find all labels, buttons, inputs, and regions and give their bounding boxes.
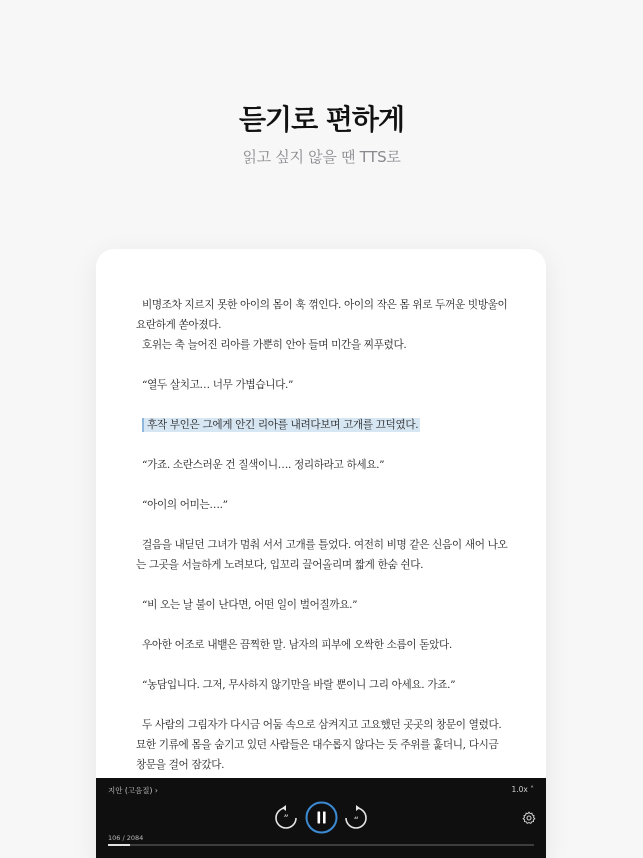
reader-paragraph: “비 오는 날 불이 난다면, 어떤 일이 벌어질까요.” <box>142 599 358 611</box>
reader-paragraph: “가죠. 소란스러운 건 질색이니…. 정리하라고 하세요.” <box>142 459 385 471</box>
tts-highlight: 후작 부인은 그에게 안긴 리아를 내려다보며 고개를 끄덕였다. <box>142 418 420 432</box>
pause-icon <box>305 801 338 834</box>
reader-device-frame <box>96 249 546 858</box>
reader-paragraph <box>136 395 510 415</box>
reader-text-area <box>136 295 510 775</box>
forward-button[interactable] <box>342 804 370 832</box>
progress-fill <box>108 844 130 846</box>
rewind-button[interactable] <box>272 804 300 832</box>
highlighted-sentence <box>136 415 510 435</box>
hero-subtitle: 읽고 싶지 않을 땐 TTS로 <box>242 148 401 166</box>
settings-button[interactable] <box>522 811 536 825</box>
reader-paragraph: 호위는 축 늘어진 리아를 가뿐히 안아 들며 미간을 찌푸렸다. <box>142 339 407 351</box>
hero-title: 듣기로 편하게 <box>238 103 405 136</box>
reader-paragraph <box>136 475 510 495</box>
pause-button[interactable] <box>305 801 338 834</box>
reader-paragraph: “아이의 어미는….” <box>142 499 228 511</box>
progress-slider[interactable] <box>108 844 534 846</box>
reader-paragraph: 우아한 어조로 내뱉은 끔찍한 말. 남자의 피부에 오싹한 소름이 돋았다. <box>142 639 452 651</box>
voice-selector[interactable]: 지안 (고음질) › <box>108 786 158 795</box>
reader-paragraph: 두 사람의 그림자가 다시금 어둠 속으로 삼켜지고 고요했던 곳곳의 창문이 열렸다. 묘한 기류에 몸을 숨기고 있던 사람들은 대수롭지 않다는 듯 주위를 훑더니, 다시금 창문을 걸어 잠갔다. <box>136 719 502 771</box>
page-counter: 106 / 2084 <box>108 834 144 842</box>
svg-text:“: “ <box>353 816 359 827</box>
reader-paragraph: “열두 살치고… 너무 가볍습니다.” <box>142 379 294 391</box>
reader-paragraph <box>136 355 510 375</box>
reader-paragraph <box>136 515 510 535</box>
tts-player-bar <box>96 778 546 858</box>
forward-icon <box>342 804 370 832</box>
reader-paragraph <box>136 435 510 455</box>
reader-paragraph <box>136 655 510 675</box>
speed-selector[interactable]: 1.0x ˄ <box>511 785 534 794</box>
reader-paragraph: 걸음을 내딛던 그녀가 멈춰 서서 고개를 틀었다. 여전히 비명 같은 신음이 새어 나오는 그곳을 서늘하게 노려보다, 입꼬리 끌어올리며 짧게 한숨 쉰다. <box>136 539 508 571</box>
rewind-icon <box>272 804 300 832</box>
reader-paragraph <box>136 615 510 635</box>
reader-paragraph: “농담입니다. 그저, 무사하지 않기만을 바랄 뿐이니 그리 아세요. 가죠.” <box>142 679 456 691</box>
reader-paragraph: 비명조차 지르지 못한 아이의 몸이 훅 꺾인다. 아이의 작은 몸 위로 두꺼운 빗방울이 요란하게 쏟아졌다. <box>136 299 508 331</box>
svg-text:”: ” <box>283 814 289 825</box>
settings-icon <box>522 811 536 825</box>
reader-paragraph <box>136 575 510 595</box>
reader-paragraph <box>136 695 510 715</box>
